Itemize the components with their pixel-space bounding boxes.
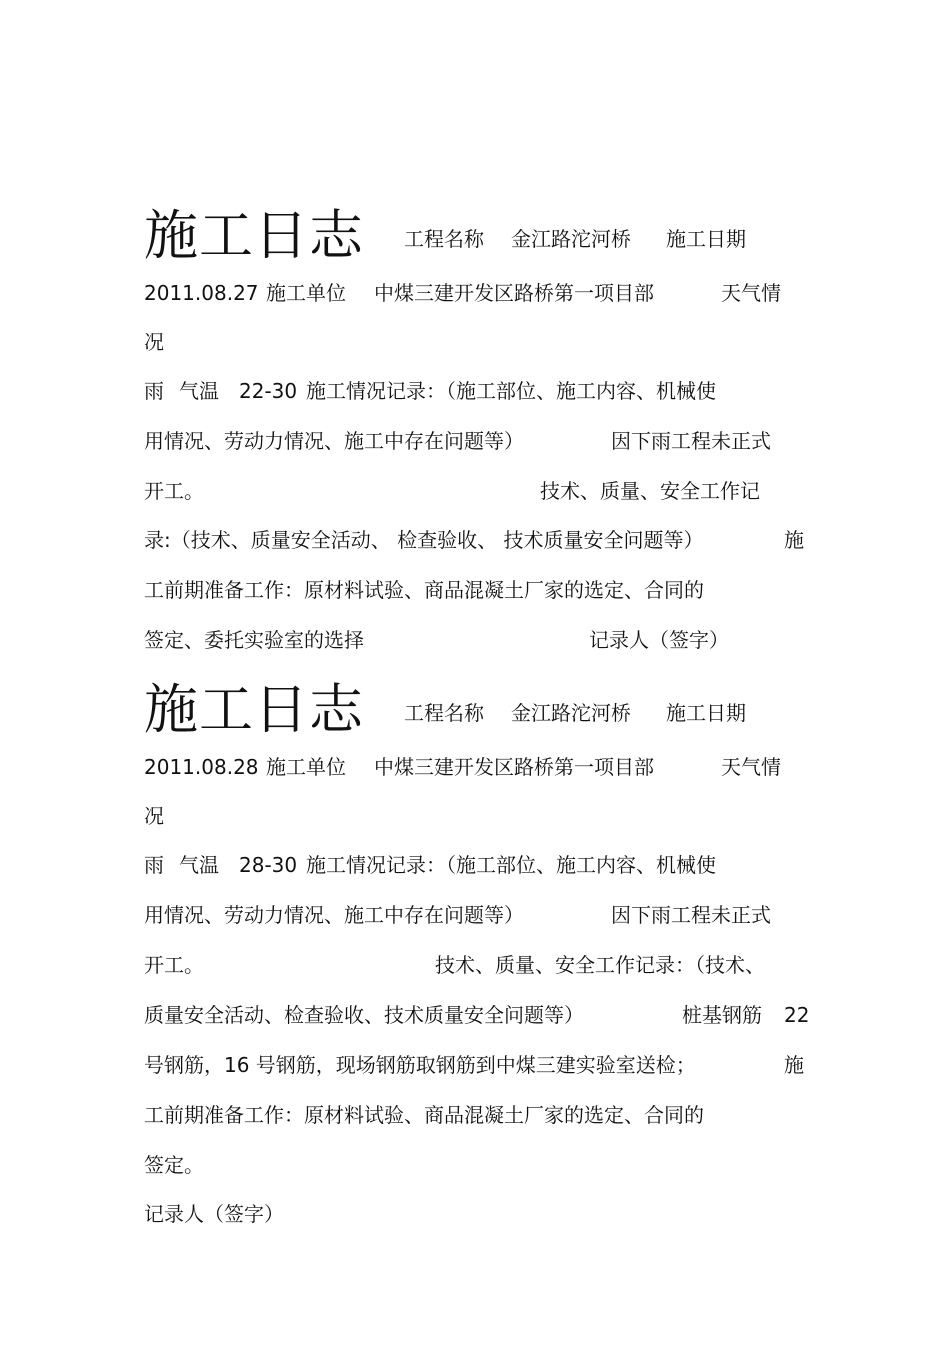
log2-line-prep-end bbox=[0, 1150, 950, 1180]
log2-recorder-label: 记录人（签字） bbox=[144, 1202, 284, 1226]
log1-weather-value: 雨 bbox=[144, 379, 164, 403]
log2-prep-text-end: 签定。 bbox=[144, 1153, 204, 1177]
log2-record-label: 施工情况记录：（施工部位、施工内容、机械使 bbox=[306, 853, 716, 877]
log1-temp-value: 22-30 bbox=[239, 379, 298, 403]
log2-unit-name: 中煤三建开发区路桥第一项目部 bbox=[374, 755, 654, 779]
log1-unit-label: 施工单位 bbox=[266, 281, 346, 305]
log2-date-label: 施工日期 bbox=[666, 701, 746, 725]
log2-line-weather-cont bbox=[0, 801, 950, 831]
log1-prep-text: 施 bbox=[784, 528, 804, 552]
log1-record-text-cont: 开工。 bbox=[144, 479, 204, 503]
log1-line-start bbox=[0, 476, 950, 506]
log2-record-text-cont: 开工。 bbox=[144, 953, 204, 977]
log2-line-safety bbox=[0, 1000, 950, 1030]
log2-weather-value: 雨 bbox=[144, 853, 164, 877]
log1-header-line bbox=[0, 204, 950, 268]
log2-weather-label-cont: 况 bbox=[144, 804, 164, 828]
log2-prep-text: 施 bbox=[784, 1053, 804, 1077]
log1-line-weather bbox=[0, 376, 950, 406]
log1-line-prep bbox=[0, 575, 950, 605]
log1-safety-label: 技术、质量、安全工作记 bbox=[540, 479, 760, 503]
log2-header-line bbox=[0, 678, 950, 742]
log2-weather-label: 天气情 bbox=[721, 755, 781, 779]
log1-line-safety bbox=[0, 525, 950, 555]
log2-line-record bbox=[0, 900, 950, 930]
log1-record-label: 施工情况记录：（施工部位、施工内容、机械使 bbox=[306, 379, 716, 403]
log1-project-name: 金江路沱河桥 bbox=[511, 227, 631, 251]
log1-line-record bbox=[0, 426, 950, 456]
log2-line-rebar bbox=[0, 1050, 950, 1080]
log1-weather-label: 天气情 bbox=[721, 281, 781, 305]
log1-date-value: 2011.08.27 bbox=[144, 281, 259, 305]
log2-unit-label: 施工单位 bbox=[266, 755, 346, 779]
log2-line-weather bbox=[0, 850, 950, 880]
log2-line-recorder bbox=[0, 1199, 950, 1229]
log1-line-weather-cont bbox=[0, 327, 950, 357]
log2-safety-label-cont: 质量安全活动、检查验收、技术质量安全问题等） bbox=[144, 1003, 584, 1027]
log1-title: 施工日志 bbox=[144, 204, 364, 267]
log2-safety-text-num: 22 bbox=[784, 1003, 810, 1027]
log1-recorder-label: 记录人（签字） bbox=[589, 628, 729, 652]
log1-date-label: 施工日期 bbox=[666, 227, 746, 251]
log2-line-start bbox=[0, 950, 950, 980]
log1-temp-label: 气温 bbox=[179, 379, 219, 403]
log2-project-name: 金江路沱河桥 bbox=[511, 701, 631, 725]
log1-safety-label-cont: 录:（技术、质量安全活动、 检查验收、 技术质量安全问题等） bbox=[144, 528, 704, 552]
log1-prep-text-cont: 工前期准备工作：原材料试验、商品混凝土厂家的选定、合同的 bbox=[144, 578, 704, 602]
log2-temp-value: 28-30 bbox=[239, 853, 298, 877]
log2-safety-label: 技术、质量、安全工作记录：（技术、 bbox=[435, 953, 765, 977]
log1-line-date-unit bbox=[0, 278, 950, 308]
log2-date-value: 2011.08.28 bbox=[144, 755, 259, 779]
log2-prep-text-cont: 工前期准备工作：原材料试验、商品混凝土厂家的选定、合同的 bbox=[144, 1103, 704, 1127]
log2-title: 施工日志 bbox=[144, 678, 364, 741]
log1-record-label-cont: 用情况、劳动力情况、施工中存在问题等） bbox=[144, 429, 524, 453]
log1-prep-text-end: 签定、委托实验室的选择 bbox=[144, 628, 364, 652]
log2-record-text: 因下雨工程未正式 bbox=[611, 903, 771, 927]
log2-line-prep bbox=[0, 1100, 950, 1130]
log2-safety-text-cont: 号钢筋，16 号钢筋，现场钢筋取钢筋到中煤三建实验室送检； bbox=[144, 1053, 696, 1077]
log1-unit-name: 中煤三建开发区路桥第一项目部 bbox=[374, 281, 654, 305]
log1-record-text: 因下雨工程未正式 bbox=[611, 429, 771, 453]
log2-project-label: 工程名称 bbox=[404, 701, 484, 725]
log1-weather-label-cont: 况 bbox=[144, 330, 164, 354]
log1-project-label: 工程名称 bbox=[404, 227, 484, 251]
log1-line-recorder bbox=[0, 625, 950, 655]
log2-record-label-cont: 用情况、劳动力情况、施工中存在问题等） bbox=[144, 903, 524, 927]
log2-temp-label: 气温 bbox=[179, 853, 219, 877]
log2-safety-text: 桩基钢筋 bbox=[682, 1003, 762, 1027]
log2-line-date-unit bbox=[0, 752, 950, 782]
